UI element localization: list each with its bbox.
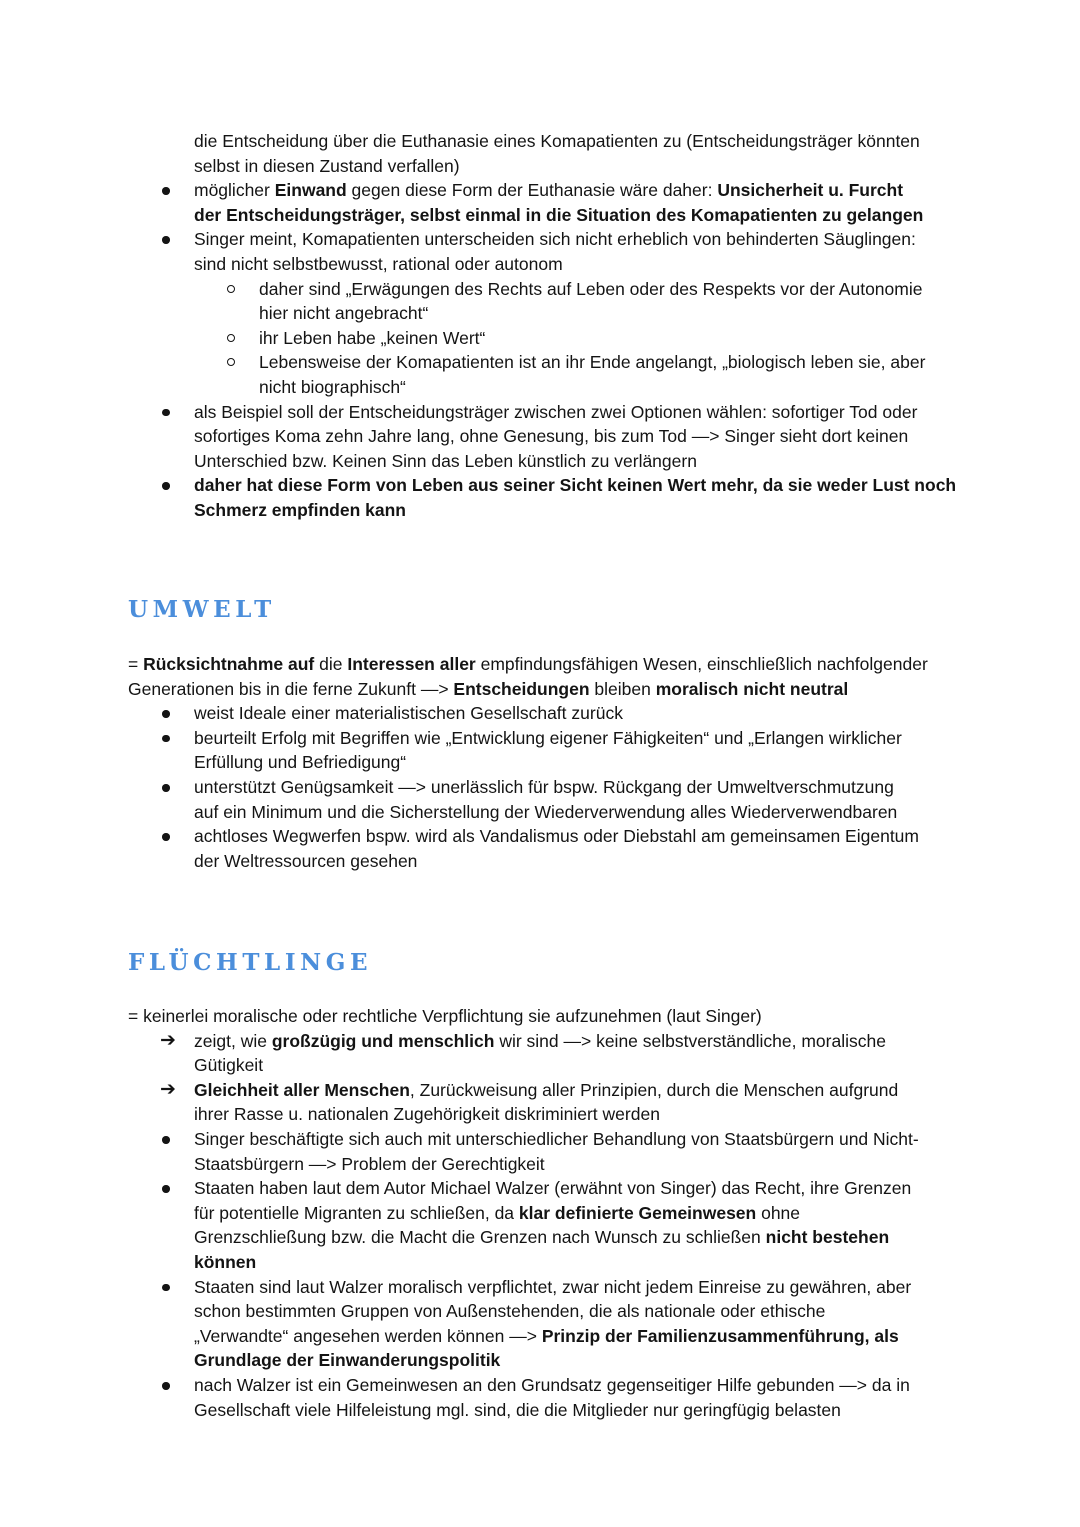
line-text [194,227,916,252]
text-segment: Generationen bis in die ferne Zukunft —> [128,678,454,699]
text-segment: empfindungsfähigen Wesen, einschließlich nachfolgender [475,654,928,674]
text-segment: schon bestimmten Gruppen von Außenstehenden, die als nationale oder ethische [194,1301,826,1322]
text-segment: beurteilt Erfolg mit Begriffen wie „Entwicklung eigener Fähigkeiten“ und „Erlangen wirklicher [194,727,902,748]
line-text [194,1324,899,1349]
text-segment: = keinerlei moralische oder rechtliche Verpflichtung sie aufzunehmen (laut Singer) [128,1006,762,1026]
text-segment: , Zurückweisung aller Prinzipien, durch die Menschen aufgrund [409,1079,899,1100]
line-text [194,750,406,775]
line-text [194,1299,825,1324]
text-segment: die Entscheidung über die Euthanasie eines Komapatienten zu (Entscheidungsträger könnten [194,131,920,151]
line-text [194,726,902,751]
line-text [259,326,485,351]
line-text [194,1127,919,1152]
line-text [194,1225,889,1250]
text-segment: daher sind „Erwägungen des Rechts auf Leben oder des Respekts vor der Autonomie [259,278,923,299]
line-text [194,824,919,849]
bold-text: Interessen aller [347,654,476,674]
line-text [194,1029,886,1054]
text-segment: Staaten sind laut Walzer moralisch verpflichtet, zwar nicht jedem Einreise zu gewähren, aber [194,1276,912,1297]
text-segment: Gesellschaft viele Hilfeleistung mgl. sind, die die Mitglieder nur geringfügig belasten [194,1399,841,1420]
line-text [194,800,897,825]
text-segment: hier nicht angebracht“ [259,303,429,324]
text-segment: ihrer Rasse u. nationalen Zugehörigkeit diskriminiert werden [194,1104,660,1125]
text-segment: Lebensweise der Komapatienten ist an ihr Ende angelangt, „biologisch leben sie, aber [259,352,926,373]
text-segment: nach Walzer ist ein Gemeinwesen an den Grundsatz gegenseitiger Hilfe gebunden —> da in [194,1375,910,1395]
text-segment: achtloses Wegwerfen bspw. wird als Vandalismus oder Diebstahl am gemeinsamen Eigentum [194,826,919,847]
text-segment: gegen diese Form der Euthanasie wäre daher: [346,180,718,201]
umwelt-heading: UMWELT [128,596,276,623]
bold-text: Unsicherheit u. Furcht [717,180,904,201]
line-text [194,1398,841,1423]
line-text [194,1102,660,1127]
line-text [194,1078,898,1103]
text-segment: sofortiges Koma zehn Jahre lang, ohne Genesung, bis zum Tod —> Singer sieht dort keinen [194,426,909,447]
text-segment: als Beispiel soll der Entscheidungsträger zwischen zwei Optionen wählen: sofortiger Tod oder [194,401,918,422]
text-segment: weist Ideale einer materialistischen Gesellschaft zurück [194,703,623,724]
line-text [259,350,925,375]
line-text [194,498,406,523]
bold-text: können [194,1252,257,1272]
bold-text: großzügig und menschlich [271,1030,495,1051]
circle-bullet-icon [227,358,235,366]
line-text [194,775,894,800]
line-text [194,1373,910,1398]
text-segment: = [128,654,144,674]
text-segment: Singer meint, Komapatienten unterscheiden sich nicht erheblich von behinderten Säuglingen: [194,229,916,250]
bullet-icon [162,1136,170,1144]
line-text [259,375,406,400]
circle-bullet-icon [227,285,235,293]
line-text [194,1053,263,1078]
text-segment: möglicher [194,180,275,201]
line-text [194,1250,256,1275]
text-segment: wir sind —> keine selbstverständliche, moralische [494,1030,886,1051]
text-segment: ihr Leben habe „keinen Wert“ [259,327,486,348]
line-text [194,1201,800,1226]
text-segment: Singer beschäftigte sich auch mit unterschiedlicher Behandlung von Staatsbürgern und Nicht- [194,1129,919,1149]
bullet-icon [162,1284,170,1292]
line-text [194,203,923,228]
line-text [194,849,417,874]
text-segment: sind nicht selbstbewusst, rational oder autonom [194,254,563,274]
line-text [259,301,428,326]
text-segment: Staaten haben laut dem Autor Michael Walzer (erwähnt von Singer) das Recht, ihre Grenzen [194,1178,912,1199]
bold-text: klar definierte Gemeinwesen [518,1202,757,1223]
text-segment: selbst in diesen Zustand verfallen) [194,155,460,176]
bold-text: Grundlage der Einwanderungspolitik [194,1350,501,1371]
line-text [128,652,928,677]
line-text [194,1152,545,1177]
line-text [194,701,623,726]
line-text [128,1004,762,1029]
text-segment: Gütigkeit [194,1055,264,1076]
bold-text: Rücksichtnahme auf [143,654,315,674]
line-text [194,400,917,425]
line-text [259,277,922,302]
bullet-icon [162,735,170,743]
bullet-icon [162,1382,170,1390]
text-segment: unterstützt Genügsamkeit —> unerlässlich für bspw. Rückgang der Umweltverschmutzung [194,777,894,797]
bold-text: nicht bestehen [765,1227,890,1248]
text-segment: Staatsbürgern —> Problem der Gerechtigkeit [194,1153,545,1174]
bold-text: moralisch nicht neutral [655,678,849,699]
bullet-icon [162,710,170,718]
text-segment: nicht biographisch“ [259,377,406,397]
line-text [194,178,903,203]
bullet-icon [162,409,170,417]
fluechtlinge-heading: FLÜCHTLINGE [128,949,373,976]
text-segment: die [314,654,348,674]
bullet-icon [162,187,170,195]
text-segment: zeigt, wie [194,1030,272,1051]
bold-text: daher hat diese Form von Leben aus seiner Sicht keinen Wert mehr, da sie weder Lust noch [194,475,957,496]
arrow-icon: ➔ [160,1078,176,1100]
text-segment: der Weltressourcen gesehen [194,850,418,871]
text-segment: „Verwandte“ angesehen werden können —> [194,1325,542,1346]
text-segment: Grenzschließung bzw. die Macht die Grenzen nach Wunsch zu schließen [194,1227,766,1248]
bullet-icon [162,236,170,244]
bold-text: Entscheidungen [453,678,590,699]
arrow-icon: ➔ [160,1029,176,1051]
text-segment: auf ein Minimum und die Sicherstellung der Wiederverwendung alles Wiederverwendbaren [194,801,898,822]
bullet-icon [162,1185,170,1193]
bold-text: Einwand [274,180,347,201]
bullet-icon [162,833,170,841]
line-text [194,154,460,179]
bold-text: Schmerz empfinden kann [194,500,406,520]
text-segment: Erfüllung und Befriedigung“ [194,752,407,773]
line-text [194,473,956,498]
text-segment: Unterschied bzw. Keinen Sinn das Leben künstlich zu verlängern [194,450,697,471]
line-text [194,449,697,474]
text-segment: bleiben [589,678,656,699]
text-segment: ohne [756,1202,801,1223]
line-text [194,424,908,449]
bullet-icon [162,482,170,490]
bold-text: Prinzip der Familienzusammenführung, als [541,1325,899,1346]
line-text [128,677,848,702]
bold-text: der Entscheidungsträger, selbst einmal in die Situation des Komapatienten zu gelangen [194,204,924,225]
text-segment: für potentielle Migranten zu schließen, da [194,1202,519,1223]
line-text [194,1348,500,1373]
line-text [194,1176,911,1201]
bullet-icon [162,784,170,792]
line-text [194,129,920,154]
line-text [194,252,563,277]
circle-bullet-icon [227,334,235,342]
bold-text: Gleichheit aller Menschen [194,1079,410,1100]
line-text [194,1275,911,1300]
